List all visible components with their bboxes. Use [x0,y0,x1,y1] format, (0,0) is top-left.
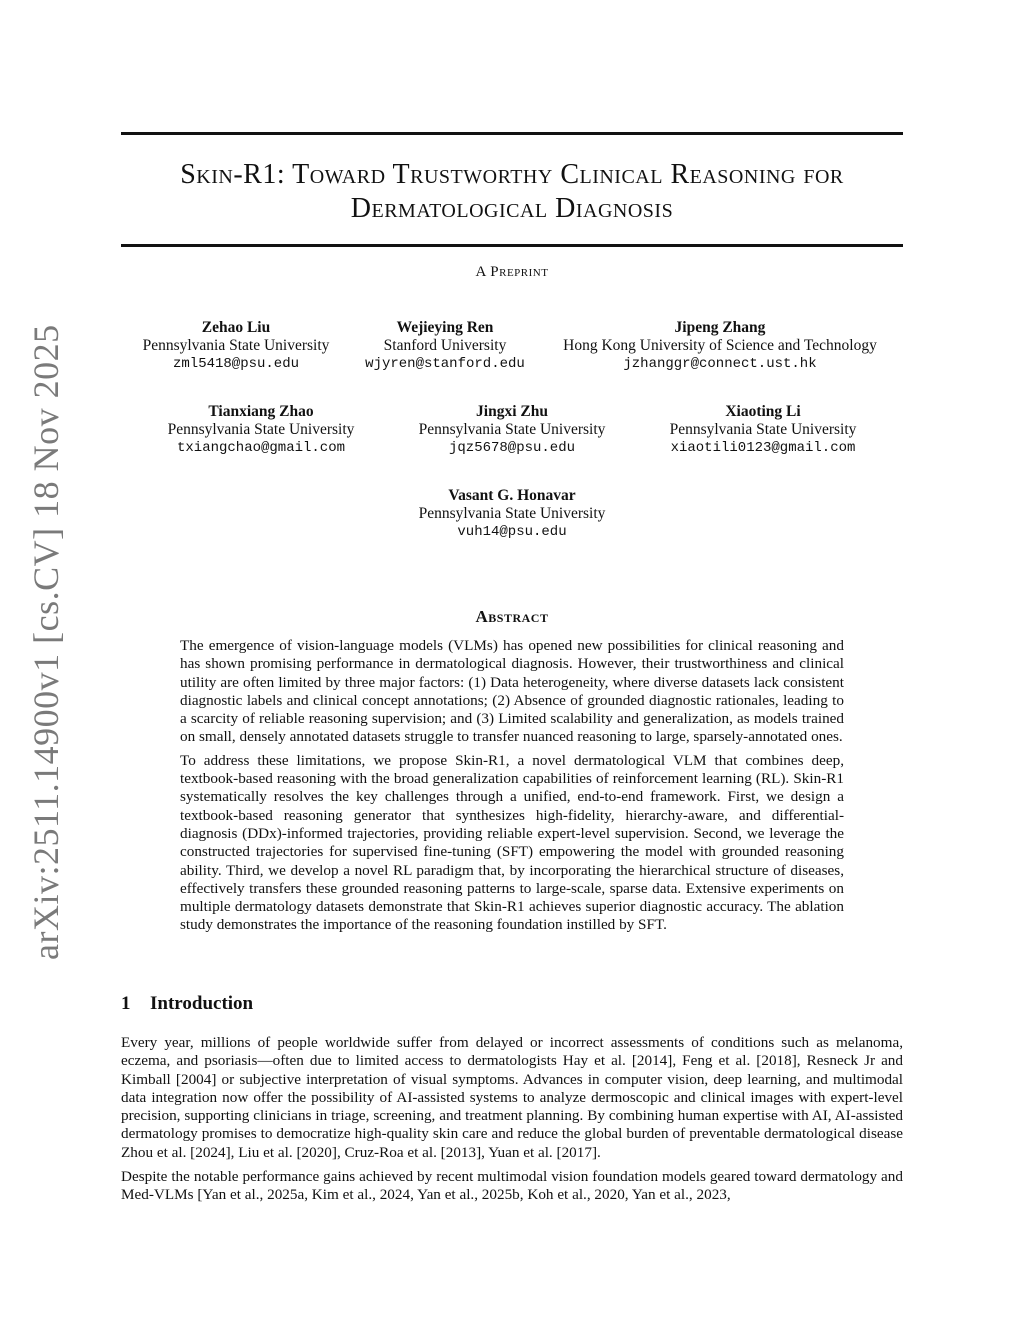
section-heading [121,993,253,1015]
author-affiliation: Pennsylvania State University [167,421,355,438]
title-bottom-rule [121,244,903,247]
author-affiliation: Pennsylvania State University [418,421,606,438]
author-email: wjyren@stanford.edu [365,356,525,372]
author-affiliation: Pennsylvania State University [669,421,857,438]
abstract-body [180,637,844,940]
section-body [121,1034,903,1211]
author-email: vuh14@psu.edu [457,524,567,540]
author-name: Zehao Liu [201,319,271,336]
title-top-rule [121,132,903,135]
author-name: Wejieying Ren [396,319,494,336]
author-block [647,403,879,457]
arxiv-stamp [0,324,90,970]
author-block [397,487,627,541]
author-email: jzhanggr@connect.ust.hk [623,356,817,372]
author-affiliation: Stanford University [383,337,507,354]
body-paragraph: Despite the notable performance gains achieved by recent multimodal vision foundation models geared toward dermatology and Med-VLMs [Yan et al., 2025a, Kim et al., 2024, Yan et al., 2025b, Koh et al., 2020, Yan et al., 2023, [121,1168,903,1204]
arxiv-identifier: arXiv:2511.14900v1 [cs.CV] 18 Nov 2025 [26,324,66,960]
abstract-paragraph: The emergence of vision-language models (VLMs) has opened new possibilities for clinical reasoning and has shown promising performance in dermatological diagnosis. However, their trustworthiness and clinical utility are often limited by three major factors: (1) Data heterogeneity, where diverse datasets lack consistent diagnostic labels and clinical concept annotations; (2) Absence of grounded diagnostic rationales, leading to a scarcity of reliable reasoning supervision; and (3) Limited scalability and generalization, as models trained on small, densely annotated datasets struggle to transfer nuanced reasoning to large, sparsely-annotated ones. [180,637,844,746]
author-block [345,319,545,373]
body-paragraph: Every year, millions of people worldwide suffer from delayed or incorrect assessments of conditions such as melanoma, eczema, and psoriasis—often due to limited access to dermatologists Hay et al. [2014], Feng et al. [2018], Resneck Jr and Kimball [2004] or subjective interpretation of visual symptoms. Advances in computer vision, deep learning, and multimodal data integration now offer the possibility of AI-assisted systems to analyze dermoscopic and clinical images with expert-level precision, supporting clinicians in triage, screening, and treatment planning. By combining human expertise with AI, AI-assisted dermatology promises to democratize high-quality skin care and reduce the global burden of preventable dermatological disease Zhou et al. [2024], Liu et al. [2020], Cruz-Roa et al. [2013], Yuan et al. [2017]. [121,1034,903,1161]
author-name: Xiaoting Li [725,403,801,420]
abstract-heading: Abstract [475,607,549,626]
author-name: Jingxi Zhu [476,403,548,420]
author-block [146,403,376,457]
author-affiliation: Pennsylvania State University [418,505,606,522]
author-email: jqz5678@psu.edu [448,440,576,456]
author-affiliation: Pennsylvania State University [142,337,330,354]
section-title: Introduction [150,993,254,1014]
author-name: Jipeng Zhang [674,319,766,336]
author-email: txiangchao@gmail.com [176,440,346,456]
author-affiliation: Hong Kong University of Science and Technology [563,337,877,354]
title-line-1: Skin-R1: Toward Trustworthy Clinical Reasoning for [180,159,844,190]
author-email: zml5418@psu.edu [172,356,300,372]
author-name: Tianxiang Zhao [208,403,314,420]
abstract-paragraph: To address these limitations, we propose Skin-R1, a novel dermatological VLM that combines deep, textbook-based reasoning with the broad generalization capabilities of reinforcement learning (RL). Skin-R1 systematically resolves the key challenges through a unified, end-to-end framework. First, we design a textbook-based reasoning generator that synthesizes high-fidelity, hierarchy-aware, and differential-diagnosis (DDx)-informed trajectories, providing reliable expert-level supervision. Second, we leverage the constructed trajectories for supervised fine-tuning (SFT) empowering the model with grounded reasoning ability. Third, we develop a novel RL paradigm that, by incorporating the hierarchical structure of diseases, effectively transfers these grounded reasoning patterns to large-scale, sparse data. Extensive experiments on multiple dermatology datasets demonstrate that Skin-R1 achieves superior diagnostic accuracy. The ablation study demonstrates the importance of the reasoning foundation instilled by SFT. [180,751,844,934]
author-block [397,403,627,457]
author-block [121,319,351,373]
author-name: Vasant G. Honavar [448,487,576,504]
author-email: xiaotili0123@gmail.com [670,440,856,456]
preprint-label: A Preprint [475,264,549,280]
section-number: 1 [121,993,131,1014]
title-line-2: Dermatological Diagnosis [350,193,674,224]
paper-title [121,158,903,226]
author-block [545,319,895,373]
